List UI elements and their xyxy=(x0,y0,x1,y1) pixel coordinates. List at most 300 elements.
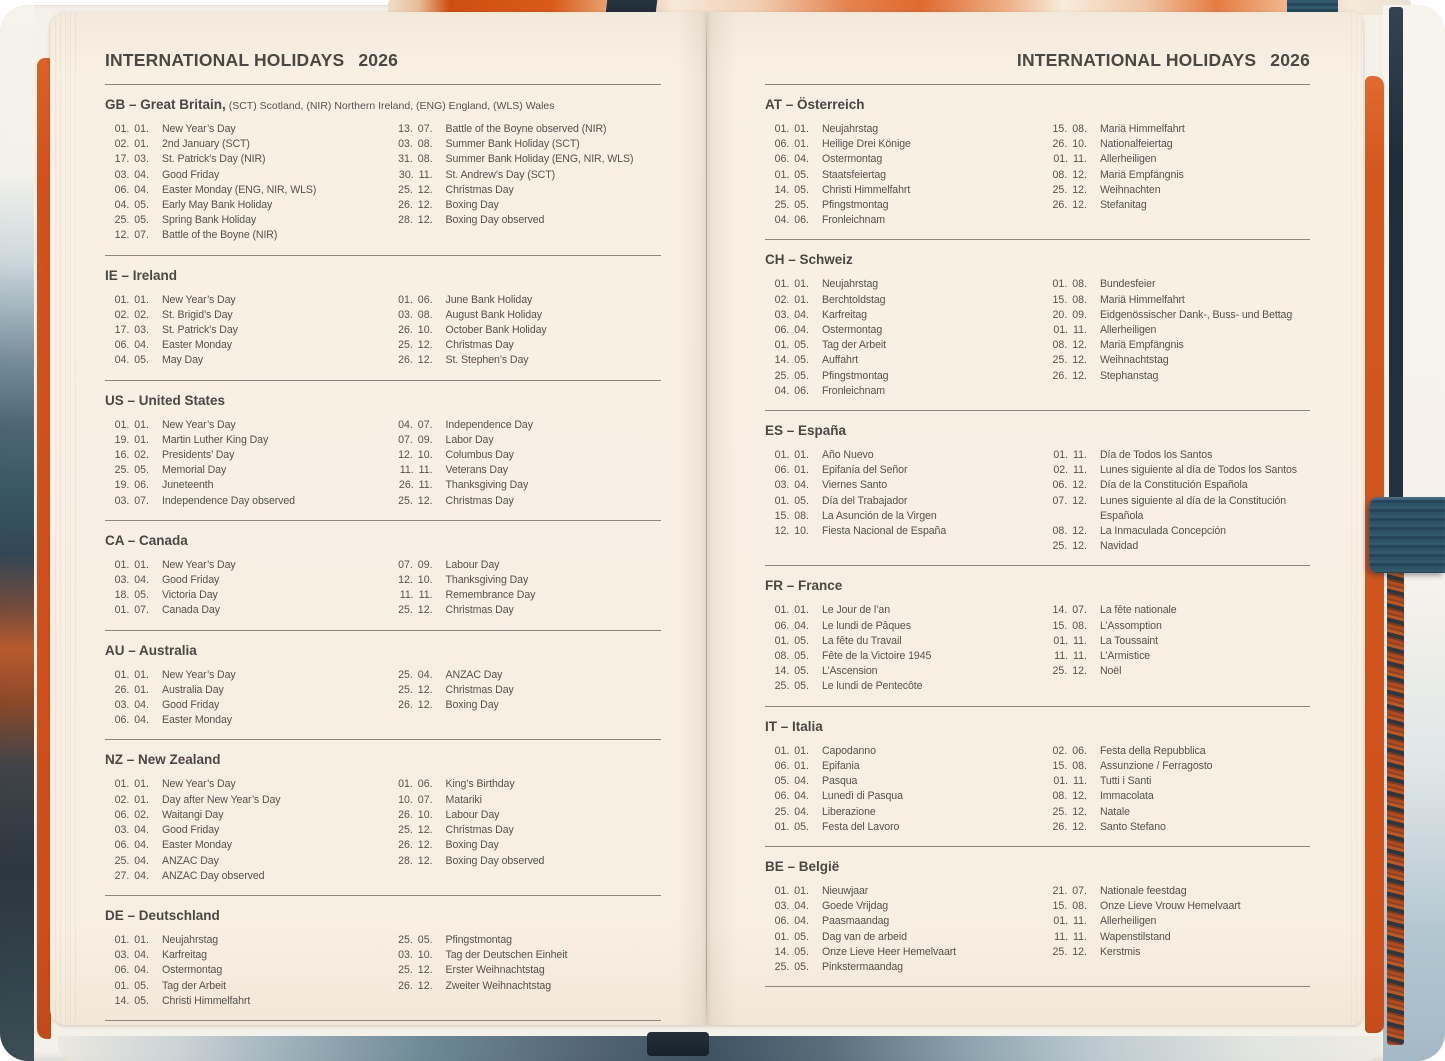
holiday-date: 25. 05. xyxy=(114,464,149,477)
holiday-date: 26. 10. xyxy=(398,808,433,821)
holiday-row xyxy=(105,854,389,869)
holiday-name: Presidents’ Day xyxy=(162,449,235,462)
holiday-row xyxy=(105,168,389,183)
holiday-name: Epifanía del Señor xyxy=(822,464,908,477)
holiday-date: 25. 12. xyxy=(398,964,433,977)
holiday-date: 04. 06. xyxy=(774,384,809,397)
country-section xyxy=(105,256,661,381)
holiday-row xyxy=(105,793,389,808)
holiday-row xyxy=(105,777,389,792)
holiday-row xyxy=(389,293,661,308)
holiday-name: Labor Day xyxy=(445,433,494,446)
page-header xyxy=(765,50,1310,85)
holiday-name: Boxing Day observed xyxy=(445,214,545,227)
holiday-date: 27. 04. xyxy=(114,869,149,882)
holiday-date: 26. 10. xyxy=(1052,138,1087,151)
holiday-name: Lunes siguiente al día de Todos los Santos xyxy=(1099,464,1297,477)
holiday-name: Easter Monday (ENG, NIR, WLS) xyxy=(162,183,317,196)
holiday-date: 25. 12. xyxy=(398,824,433,837)
country-heading xyxy=(765,577,1310,596)
holiday-name: St. Brigid’s Day xyxy=(162,308,233,321)
holiday-column-left xyxy=(105,122,389,244)
holiday-name: Epifania xyxy=(822,759,860,772)
country-section xyxy=(765,240,1310,411)
holiday-date: 01. 05. xyxy=(774,634,809,647)
holiday-name: Immacolata xyxy=(1099,790,1154,803)
holiday-date: 25. 12. xyxy=(398,494,433,507)
holiday-name: Fête de la Victoire 1945 xyxy=(822,650,932,663)
holiday-date: 15. 08. xyxy=(774,509,809,522)
holiday-row xyxy=(389,948,661,963)
holiday-date: 03. 04. xyxy=(114,824,149,837)
holiday-row xyxy=(105,979,389,994)
holiday-date: 06. 04. xyxy=(114,964,149,977)
holiday-date: 11. 11. xyxy=(1054,650,1087,663)
holiday-date: 01. 05. xyxy=(774,339,809,352)
country-heading xyxy=(105,751,661,770)
holiday-name: Battle of the Boyne observed (NIR) xyxy=(445,123,607,135)
holiday-row xyxy=(389,137,661,152)
holiday-row xyxy=(389,494,661,509)
holiday-date: 01. 05. xyxy=(774,930,809,943)
holiday-date: 19. 01. xyxy=(114,433,149,446)
holiday-name: Noël xyxy=(1099,665,1122,678)
holiday-date: 26. 12. xyxy=(1052,199,1087,212)
holiday-row xyxy=(105,668,389,683)
holiday-name: Boxing Day observed xyxy=(445,854,545,867)
holiday-date: 06. 04. xyxy=(774,915,809,928)
holiday-date: 06. 01. xyxy=(774,759,809,772)
holiday-column-right xyxy=(389,122,661,244)
holiday-row xyxy=(105,213,389,228)
holiday-name: Eidgenössischer Dank-, Buss- und Bettag xyxy=(1099,308,1293,321)
country-section xyxy=(105,521,661,631)
holiday-name: Christi Himmelfahrt xyxy=(822,183,911,196)
holiday-row xyxy=(765,945,1043,960)
spine-gutter-shadow xyxy=(677,12,737,1025)
holiday-name: Goede Vrijdag xyxy=(822,900,889,913)
holiday-name: St. Patrick’s Day (NIR) xyxy=(162,153,266,166)
page-stack-edge-left xyxy=(50,12,76,1025)
holiday-name: Festa della Repubblica xyxy=(1099,744,1206,757)
holiday-row xyxy=(105,463,389,478)
holiday-date: 03. 04. xyxy=(114,168,149,181)
holiday-date: 03. 04. xyxy=(774,900,809,913)
holiday-date: 12. 07. xyxy=(114,229,149,242)
holiday-name: Neujahrstag xyxy=(822,278,879,291)
holiday-date: 26. 12. xyxy=(398,839,433,852)
holiday-date: 06. 04. xyxy=(774,619,809,632)
holiday-date: 25. 12. xyxy=(398,604,433,617)
holiday-row xyxy=(1043,649,1310,664)
holiday-column-left xyxy=(105,293,389,369)
holiday-date: 03. 04. xyxy=(774,479,809,492)
holiday-date: 14. 05. xyxy=(774,183,809,196)
holiday-row xyxy=(765,463,1043,478)
holiday-date: 10. 07. xyxy=(398,793,433,806)
holiday-date: 12. 10. xyxy=(398,449,433,462)
holiday-date: 01. 05. xyxy=(114,979,149,992)
holiday-row xyxy=(389,558,661,573)
holiday-row xyxy=(1043,744,1310,759)
holiday-name: Early May Bank Holiday xyxy=(162,199,273,212)
holiday-name: New Year’s Day xyxy=(162,293,236,306)
holiday-row xyxy=(105,338,389,353)
holiday-row xyxy=(1043,789,1310,804)
country-section xyxy=(765,847,1310,987)
holiday-date: 04. 05. xyxy=(114,354,149,367)
holiday-row xyxy=(105,869,389,884)
holiday-row xyxy=(765,448,1043,463)
holiday-row xyxy=(389,588,661,603)
holiday-name: Lunedì di Pasqua xyxy=(822,790,903,803)
holiday-name: Pinkstermaandag xyxy=(822,960,903,973)
holiday-name: Christmas Day xyxy=(445,683,514,696)
holiday-row xyxy=(105,323,389,338)
holiday-row xyxy=(105,228,389,243)
holiday-name: Thanksgiving Day xyxy=(445,574,529,587)
right-page xyxy=(765,50,1310,987)
holiday-name: La Inmaculada Concepción xyxy=(1099,525,1226,538)
holiday-row xyxy=(105,353,389,368)
page-stack-edge-right xyxy=(1347,12,1363,1025)
country-heading xyxy=(105,532,661,551)
holiday-date: 01. 01. xyxy=(774,744,809,757)
country-code-name: NZ – New Zealand xyxy=(105,752,221,768)
holiday-column-left xyxy=(765,122,1043,228)
holiday-column-left xyxy=(765,884,1043,975)
holiday-row xyxy=(765,137,1043,152)
holiday-name: August Bank Holiday xyxy=(445,308,542,321)
holiday-name: Remembrance Day xyxy=(445,589,536,602)
holiday-column-right xyxy=(1043,448,1310,554)
holiday-name: La Asunción de la Virgen xyxy=(822,509,937,522)
holiday-name: New Year’s Day xyxy=(162,123,236,135)
holiday-name: Erster Weihnachtstag xyxy=(445,964,545,977)
holiday-row xyxy=(765,805,1043,820)
holiday-date: 14. 05. xyxy=(774,945,809,958)
holiday-row xyxy=(105,808,389,823)
holiday-row xyxy=(389,418,661,433)
holiday-name: Wapenstilstand xyxy=(1099,930,1171,943)
holiday-columns xyxy=(105,418,661,509)
holiday-date: 14. 07. xyxy=(1052,604,1087,617)
holiday-name: Día del Trabajador xyxy=(822,494,908,507)
holiday-row xyxy=(765,198,1043,213)
holiday-row xyxy=(765,494,1043,509)
holiday-name: Independence Day observed xyxy=(162,494,295,507)
country-code-name: US – United States xyxy=(105,392,226,408)
holiday-row xyxy=(105,433,389,448)
holiday-name: ANZAC Day xyxy=(162,854,219,867)
holiday-name: L’Armistice xyxy=(1099,650,1151,663)
endpaper-edge-left xyxy=(37,58,51,1039)
holiday-date: 25. 05. xyxy=(774,199,809,212)
holiday-name: Boxing Day xyxy=(445,839,499,852)
holiday-name: Neujahrstag xyxy=(162,933,219,946)
holiday-date: 01. 11. xyxy=(1053,634,1087,647)
holiday-name: Nieuwjaar xyxy=(822,884,869,897)
holiday-date: 06. 04. xyxy=(774,790,809,803)
holiday-name: June Bank Holiday xyxy=(445,293,533,306)
country-code-name: ES – España xyxy=(765,423,847,439)
holiday-name: Fiesta Nacional de España xyxy=(822,525,947,538)
holiday-row xyxy=(105,588,389,603)
holiday-date: 18. 05. xyxy=(114,589,149,602)
holiday-name: Festa del Lavoro xyxy=(822,820,900,833)
holiday-name: Kerstmis xyxy=(1099,945,1141,958)
holiday-row xyxy=(389,668,661,683)
holiday-name: Allerheiligen xyxy=(1099,915,1157,928)
holiday-row xyxy=(389,448,661,463)
holiday-name: Good Friday xyxy=(162,168,220,181)
holiday-date: 25. 12. xyxy=(1052,945,1087,958)
holiday-row xyxy=(1043,539,1310,554)
country-regions-note: (SCT) Scotland, (NIR) Northern Ireland, (ENG) England, (WLS) Wales xyxy=(225,100,555,112)
holiday-date: 25. 12. xyxy=(1052,354,1087,367)
country-heading xyxy=(105,642,661,661)
holiday-date: 05. 04. xyxy=(774,775,809,788)
cover-art-right-edge xyxy=(1387,572,1404,1045)
holiday-row xyxy=(765,603,1043,618)
holiday-row xyxy=(1043,759,1310,774)
holiday-date: 17. 03. xyxy=(114,153,149,166)
holiday-date: 01. 11. xyxy=(1053,153,1087,166)
country-heading xyxy=(765,718,1310,737)
holiday-row xyxy=(1043,448,1310,463)
holiday-name: New Year’s Day xyxy=(162,778,236,791)
holiday-row xyxy=(1043,914,1310,929)
holiday-date: 08. 05. xyxy=(774,650,809,663)
holiday-date: 01. 01. xyxy=(114,558,149,571)
holiday-row xyxy=(389,213,661,228)
holiday-row xyxy=(389,838,661,853)
holiday-date: 25. 05. xyxy=(774,680,809,693)
holiday-row xyxy=(389,683,661,698)
country-heading xyxy=(105,392,661,411)
holiday-date: 26. 12. xyxy=(398,354,433,367)
holiday-date: 02. 06. xyxy=(1052,744,1087,757)
holiday-row xyxy=(1043,308,1310,323)
holiday-name: Le lundi de Pâques xyxy=(822,619,911,632)
holiday-date: 25. 12. xyxy=(1052,183,1087,196)
holiday-row xyxy=(1043,338,1310,353)
holiday-date: 07. 12. xyxy=(1052,494,1087,507)
holiday-row xyxy=(105,198,389,213)
holiday-name: Le Jour de l’an xyxy=(822,604,890,617)
holiday-row xyxy=(1043,805,1310,820)
holiday-date: 11. 11. xyxy=(1054,930,1087,943)
holiday-row xyxy=(105,137,389,152)
spine-gutter xyxy=(706,16,707,1021)
holiday-row xyxy=(389,854,661,869)
holiday-row xyxy=(765,664,1043,679)
holiday-date: 15. 08. xyxy=(1052,619,1087,632)
holiday-date: 01. 07. xyxy=(114,604,149,617)
holiday-name: Nationalfeiertag xyxy=(1099,138,1173,151)
holiday-date: 25. 05. xyxy=(774,960,809,973)
holiday-date: 06. 01. xyxy=(774,138,809,151)
holiday-row xyxy=(389,433,661,448)
holiday-column-right xyxy=(1043,744,1310,835)
holiday-name: Allerheiligen xyxy=(1099,324,1157,337)
holiday-date: 01. 01. xyxy=(774,449,809,462)
holiday-row xyxy=(389,478,661,493)
holiday-row xyxy=(105,963,389,978)
holiday-name: Pfingstmontag xyxy=(822,199,889,212)
holiday-date: 07. 09. xyxy=(398,558,433,571)
holiday-row xyxy=(1043,277,1310,292)
holiday-date: 01. 01. xyxy=(774,604,809,617)
holiday-date: 08. 12. xyxy=(1052,168,1087,181)
holiday-name: Weihnachten xyxy=(1099,183,1161,196)
holiday-row xyxy=(1043,664,1310,679)
holiday-name: Labour Day xyxy=(445,808,500,821)
holiday-row xyxy=(389,603,661,618)
holiday-column-right xyxy=(1043,603,1310,694)
holiday-date: 25. 04. xyxy=(114,854,149,867)
holiday-date: 12. 10. xyxy=(398,574,433,587)
holiday-name: Santo Stefano xyxy=(1099,820,1166,833)
holiday-column-right xyxy=(1043,277,1310,399)
holiday-date: 17. 03. xyxy=(114,324,149,337)
holiday-date: 26. 11. xyxy=(398,479,433,492)
holiday-date: 07. 09. xyxy=(398,433,433,446)
holiday-date: 21. 07. xyxy=(1052,884,1087,897)
holiday-date: 01. 01. xyxy=(114,778,149,791)
holiday-date: 01. 06. xyxy=(398,778,433,791)
country-section xyxy=(765,411,1310,566)
holiday-name: Stefanitag xyxy=(1099,199,1147,212)
spine-headband-bottom xyxy=(647,1032,709,1056)
holiday-name: Christmas Day xyxy=(445,494,514,507)
holiday-row xyxy=(765,619,1043,634)
holiday-name: Mariä Empfängnis xyxy=(1099,168,1184,181)
holiday-name: Viernes Santo xyxy=(822,479,888,492)
holiday-name: Waitangi Day xyxy=(162,808,224,821)
holiday-name: Mariä Empfängnis xyxy=(1099,339,1184,352)
holiday-date: 30. 11. xyxy=(398,168,433,181)
holiday-name: Matariki xyxy=(445,793,482,806)
holiday-date: 02. 01. xyxy=(774,293,809,306)
holiday-row xyxy=(1043,478,1310,493)
holiday-column-right xyxy=(389,668,661,729)
holiday-row xyxy=(389,823,661,838)
holiday-name: Auffahrt xyxy=(822,354,859,367)
holiday-row xyxy=(105,683,389,698)
holiday-columns xyxy=(105,558,661,619)
holiday-name: Christmas Day xyxy=(445,604,514,617)
holiday-date: 25. 12. xyxy=(398,339,433,352)
holiday-name: Columbus Day xyxy=(445,449,514,462)
holiday-date: 01. 11. xyxy=(1053,324,1087,337)
country-section xyxy=(105,896,661,1021)
holiday-columns xyxy=(765,603,1310,694)
holiday-date: 26. 12. xyxy=(398,699,433,712)
holiday-date: 15. 08. xyxy=(1052,759,1087,772)
holiday-name: Memorial Day xyxy=(162,464,227,477)
holiday-name: Karfreitag xyxy=(162,949,207,962)
holiday-date: 03. 04. xyxy=(114,574,149,587)
holiday-date: 01. 08. xyxy=(1052,278,1087,291)
holiday-row xyxy=(389,573,661,588)
holiday-row xyxy=(1043,524,1310,539)
holiday-row xyxy=(1043,494,1310,524)
holiday-name: Liberazione xyxy=(822,805,876,818)
holiday-row xyxy=(765,899,1043,914)
holiday-row xyxy=(1043,899,1310,914)
holiday-row xyxy=(1043,774,1310,789)
holiday-name: New Year’s Day xyxy=(162,668,236,681)
country-section xyxy=(105,631,661,741)
holiday-date: 06. 04. xyxy=(114,839,149,852)
holiday-name: Summer Bank Holiday (SCT) xyxy=(445,138,580,151)
holiday-name: Mariä Himmelfahrt xyxy=(1099,293,1185,306)
holiday-date: 25. 12. xyxy=(1052,665,1087,678)
holiday-columns xyxy=(105,668,661,729)
holiday-name: L’Assomption xyxy=(1099,619,1162,632)
holiday-name: Veterans Day xyxy=(445,464,508,477)
holiday-date: 03. 08. xyxy=(398,138,433,151)
holiday-columns xyxy=(765,122,1310,228)
holiday-row xyxy=(765,524,1043,539)
left-page xyxy=(105,50,661,1021)
holiday-row xyxy=(765,122,1043,137)
holiday-row xyxy=(765,634,1043,649)
holiday-name: Juneteenth xyxy=(162,479,214,492)
page-title: INTERNATIONAL HOLIDAYS xyxy=(1016,50,1257,70)
holiday-row xyxy=(765,930,1043,945)
holiday-date: 06. 02. xyxy=(114,808,149,821)
holiday-row xyxy=(389,698,661,713)
country-code-name: AT – Österreich xyxy=(765,97,865,112)
country-section xyxy=(765,85,1310,240)
holiday-name: Staatsfeiertag xyxy=(822,168,886,181)
country-heading xyxy=(105,267,661,286)
holiday-name: Canada Day xyxy=(162,604,220,617)
holiday-name: Día de Todos los Santos xyxy=(1099,449,1213,462)
holiday-date: 28. 12. xyxy=(398,854,433,867)
holiday-name: Spring Bank Holiday xyxy=(162,214,257,227)
holiday-name: Día de la Constitución Española xyxy=(1099,479,1248,492)
holiday-row xyxy=(765,820,1043,835)
holiday-name: Day after New Year’s Day xyxy=(162,793,281,806)
holiday-row xyxy=(389,198,661,213)
holiday-date: 25. 05. xyxy=(114,214,149,227)
country-section xyxy=(105,381,661,521)
holiday-name: Navidad xyxy=(1099,540,1139,553)
holiday-row xyxy=(389,793,661,808)
holiday-row xyxy=(105,933,389,948)
holiday-name: Allerheiligen xyxy=(1099,153,1157,166)
holiday-row xyxy=(105,994,389,1009)
holiday-name: Christi Himmelfahrt xyxy=(162,994,251,1007)
elastic-pen-loop xyxy=(1369,497,1445,573)
cover-art-bottom-edge xyxy=(58,1036,1381,1061)
holiday-row xyxy=(105,573,389,588)
holiday-row xyxy=(389,122,661,137)
holiday-date: 04. 06. xyxy=(774,214,809,227)
holiday-row xyxy=(765,152,1043,167)
holiday-date: 14. 05. xyxy=(774,354,809,367)
holiday-row xyxy=(1043,463,1310,478)
holiday-columns xyxy=(765,744,1310,835)
holiday-date: 16. 02. xyxy=(114,449,149,462)
holiday-date: 04. 07. xyxy=(398,418,433,431)
holiday-name: Good Friday xyxy=(162,574,220,587)
holiday-date: 03. 04. xyxy=(774,308,809,321)
holiday-name: Boxing Day xyxy=(445,199,499,212)
